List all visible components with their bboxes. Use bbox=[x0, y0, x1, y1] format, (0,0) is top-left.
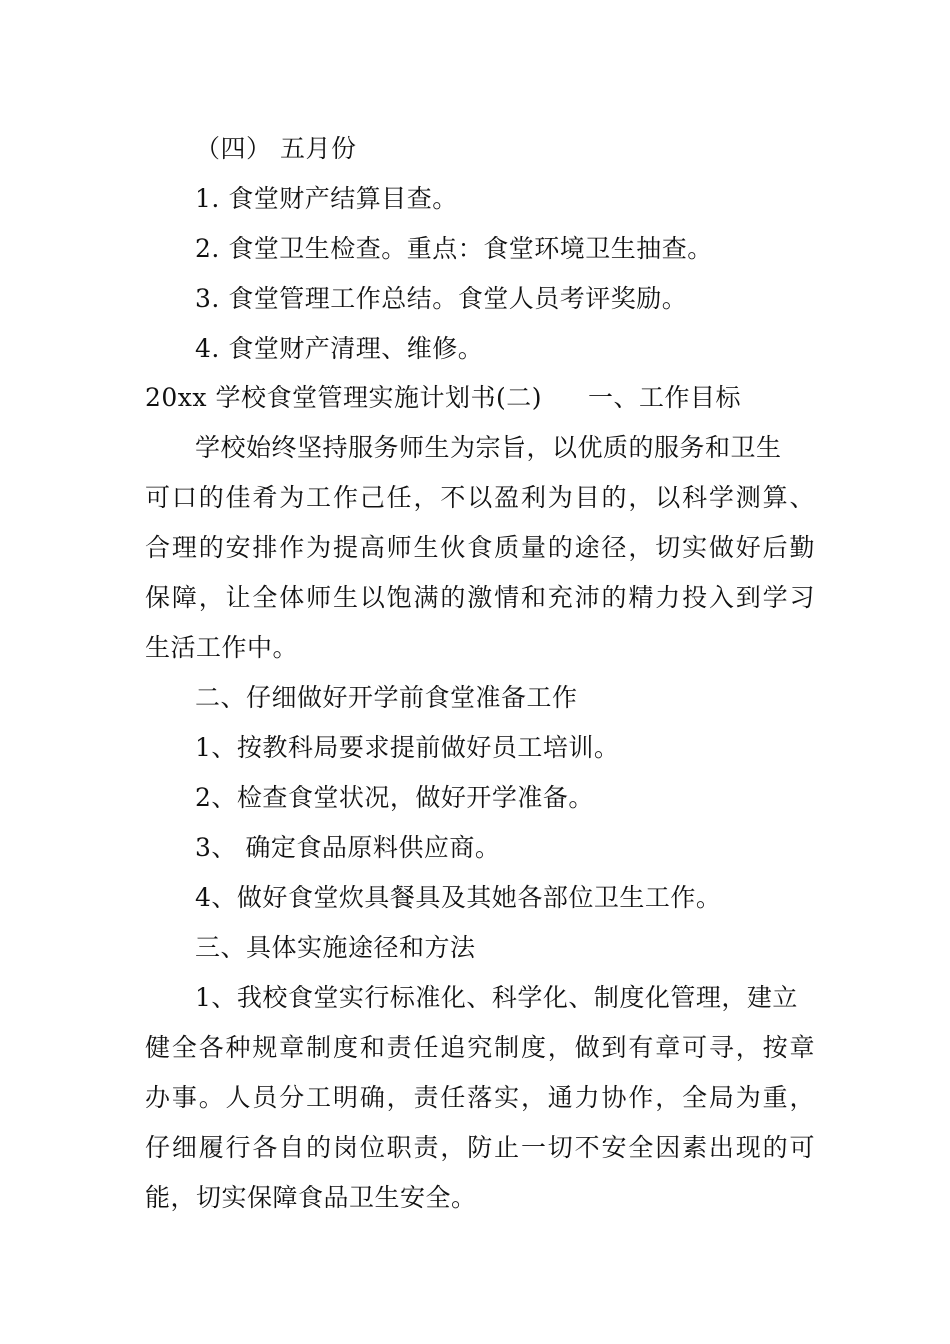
goal-heading: 一、工作目标 bbox=[588, 383, 742, 412]
section-two-item-3: 3、 确定食品原料供应商。 bbox=[195, 833, 501, 862]
section-two-item-1: 1、按教科局要求提前做好员工培训。 bbox=[195, 733, 620, 762]
goal-paragraph-line: 合理的安排作为提高师生伙食质量的途径，切实做好后勤 bbox=[145, 533, 815, 562]
goal-paragraph-line: 可口的佳肴为工作己任，不以盈利为目的，以科学测算、 bbox=[145, 483, 815, 512]
goal-paragraph-line: 保障，让全体师生以饱满的激情和充沛的精力投入到学习 bbox=[145, 583, 815, 612]
may-item-1: 1. 食堂财产结算目查。 bbox=[195, 184, 458, 213]
plan-title: 20xx 学校食堂管理实施计划书(二) bbox=[145, 383, 542, 412]
may-item-4: 4. 食堂财产清理、维修。 bbox=[195, 334, 484, 363]
section-three-paragraph-line: 仔细履行各自的岗位职责，防止一切不安全因素出现的可 bbox=[145, 1133, 815, 1162]
may-item-2: 2. 食堂卫生检查。重点：食堂环境卫生抽查。 bbox=[195, 234, 713, 263]
section-three-paragraph-line: 办事。人员分工明确，责任落实，通力协作，全局为重， bbox=[145, 1083, 815, 1112]
may-item-3: 3. 食堂管理工作总结。食堂人员考评奖励。 bbox=[195, 284, 688, 313]
section-two-item-4: 4、做好食堂炊具餐具及其她各部位卫生工作。 bbox=[195, 883, 722, 912]
section-two-heading: 二、仔细做好开学前食堂准备工作 bbox=[195, 683, 578, 712]
section-three-heading: 三、具体实施途径和方法 bbox=[195, 933, 476, 962]
section-three-paragraph-line: 1、我校食堂实行标准化、科学化、制度化管理，建立 bbox=[195, 983, 798, 1012]
section-may-heading: （四） 五月份 bbox=[195, 134, 357, 163]
section-two-item-2: 2、检查食堂状况，做好开学准备。 bbox=[195, 783, 594, 812]
goal-paragraph-line: 生活工作中。 bbox=[145, 633, 299, 662]
goal-paragraph-line: 学校始终坚持服务师生为宗旨，以优质的服务和卫生 bbox=[195, 433, 782, 462]
section-three-paragraph-line: 健全各种规章制度和责任追究制度，做到有章可寻，按章 bbox=[145, 1033, 815, 1062]
plan-title-line bbox=[145, 373, 815, 423]
section-three-paragraph-line: 能，切实保障食品卫生安全。 bbox=[145, 1183, 477, 1212]
